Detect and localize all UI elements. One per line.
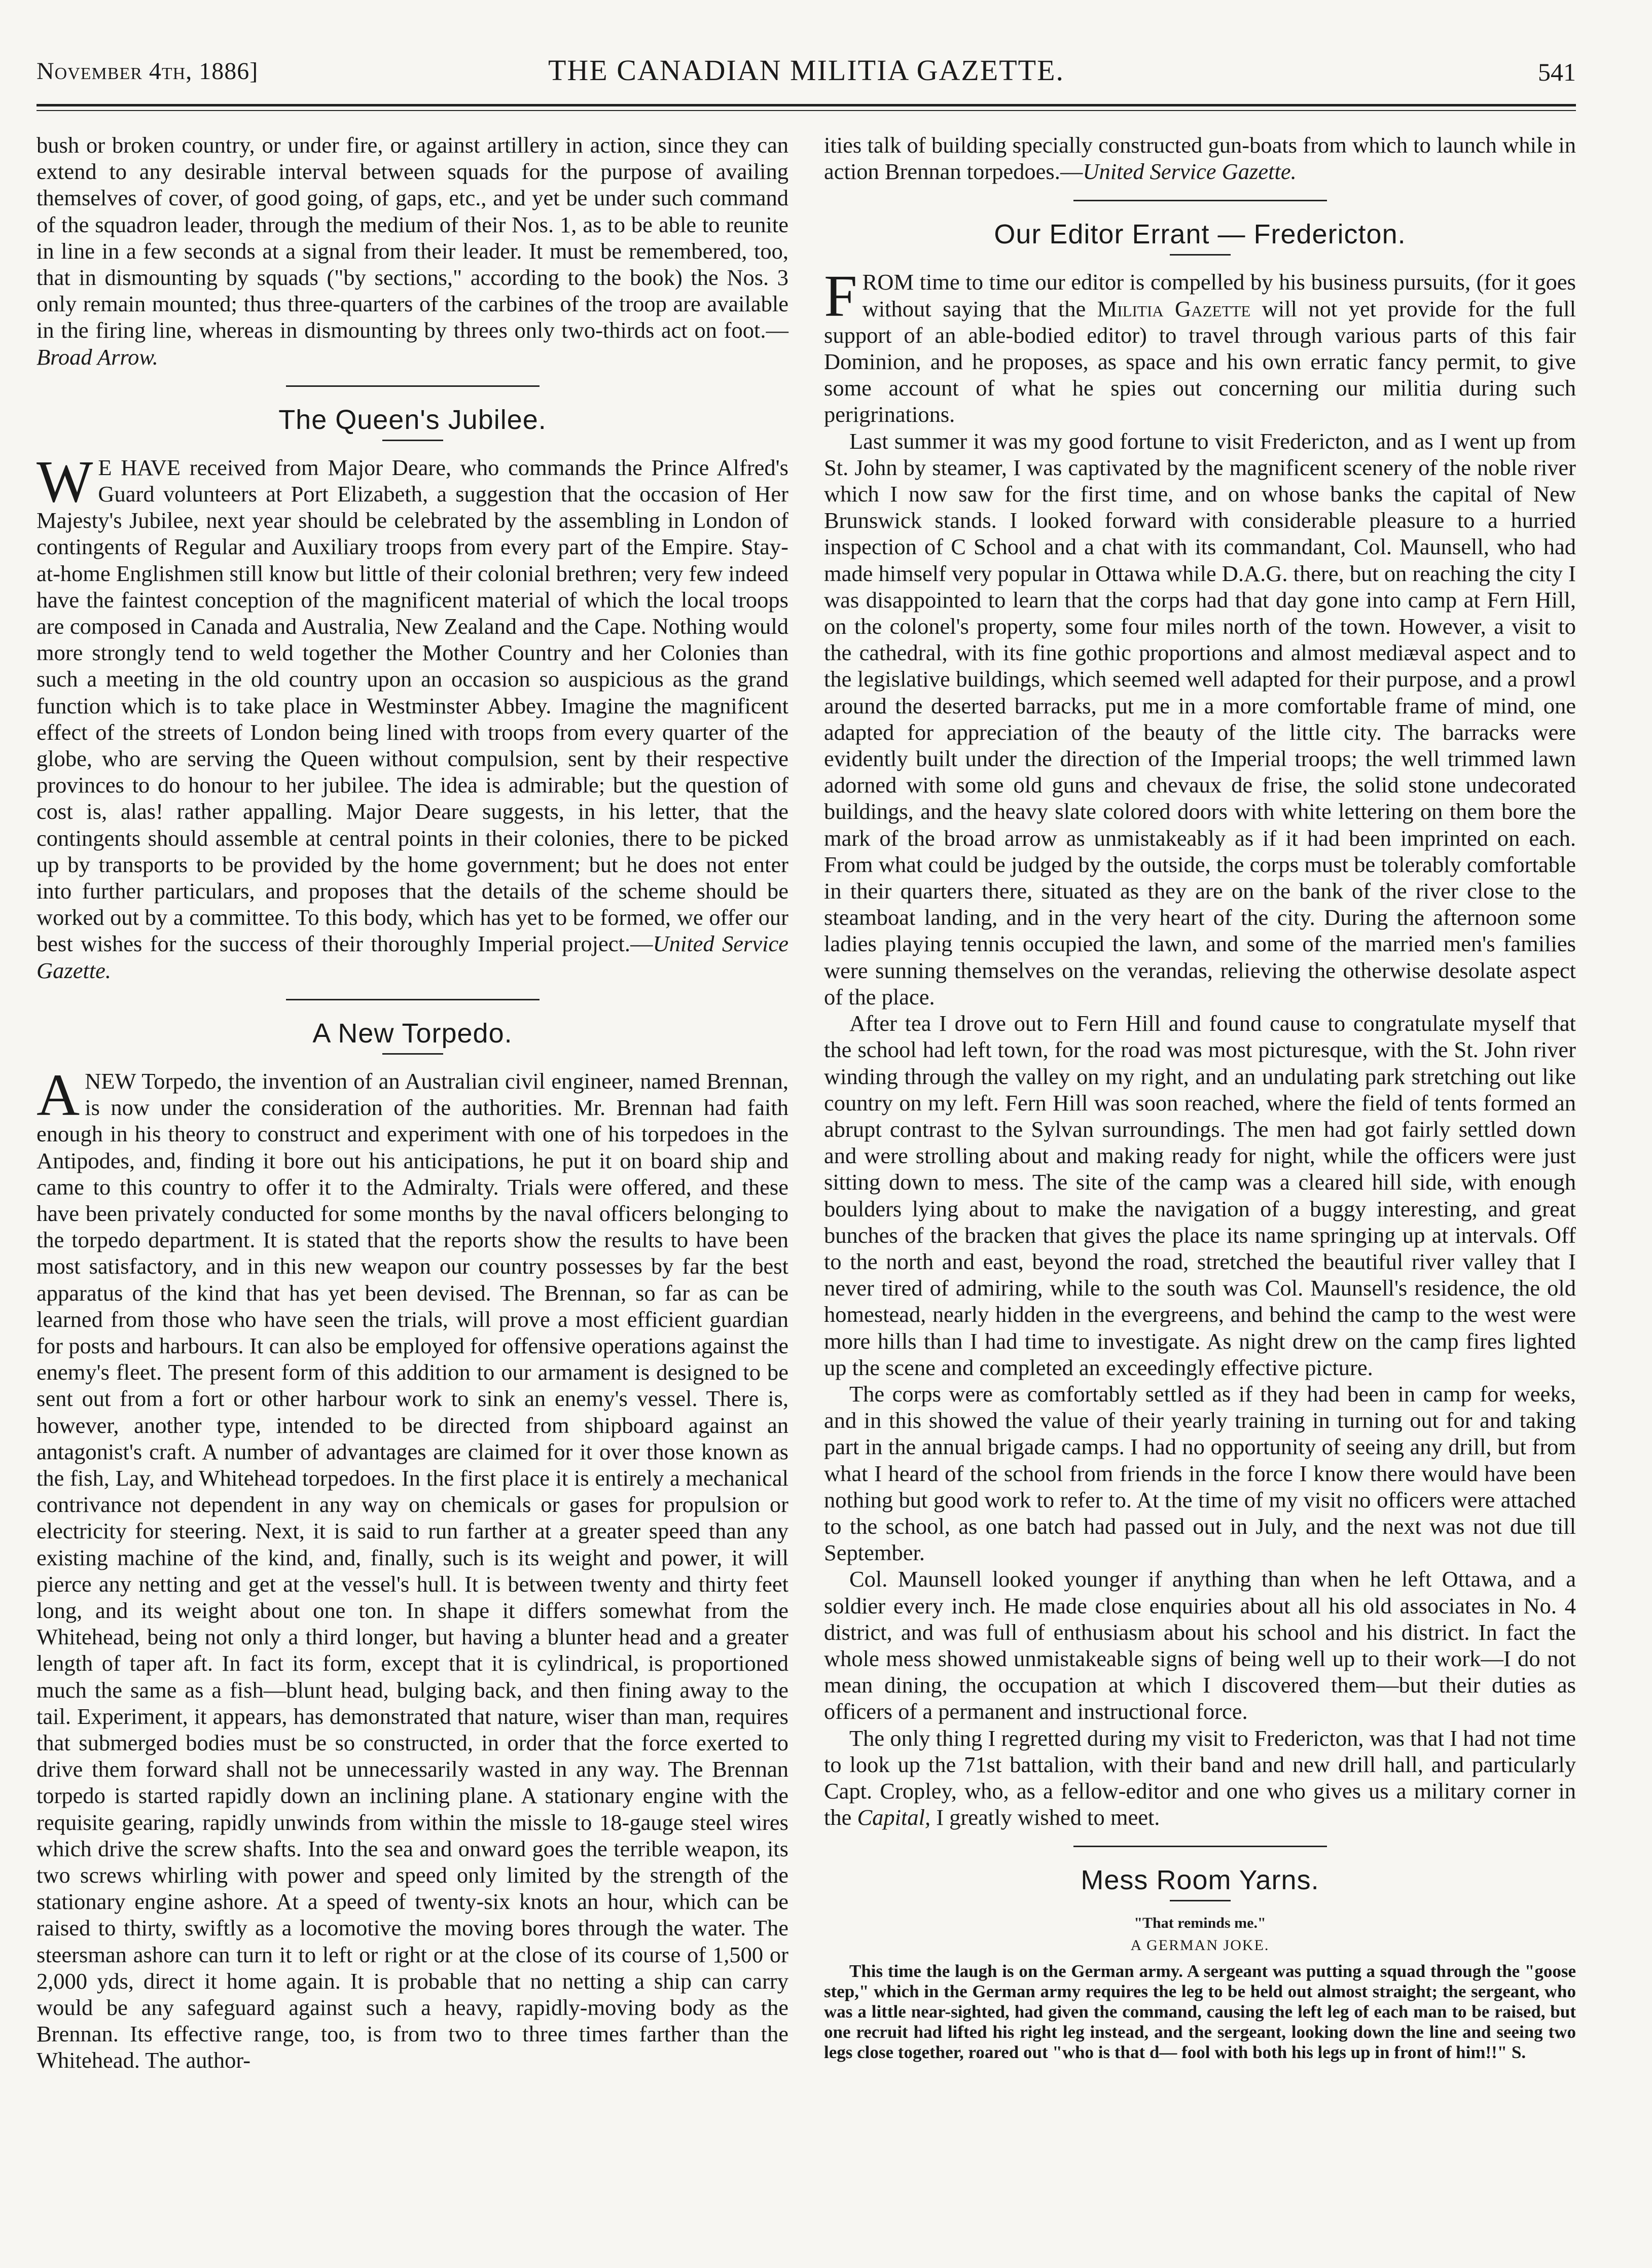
continued-article: bush or broken country, or under fire, or against artillery in action, since they can extend to any desirable interval between squads for the purpose of availing themselves of cover, of good going, of gaps, etc., and yet be under such command of the squadron leader, through the medium of their Nos. 1, as to be able to reunite in line in a few seconds at a signal from their leader. It must be remembered, too, that in dismounting by squads ("by sections," according to the book) the Nos. 3 only remain mounted; thus three-quarters of the carbines of the troop are available in the firing line, whereas in dismounting by threes only two-thirds act on foot.—Broad Arrow. [37,132,788,370]
section-divider [1073,1846,1327,1847]
title-rule [382,440,443,441]
continued-article: ities talk of building specially constructed gun-boats from which to launch while in action Brennan torpedoes.—United Service Gazette. [824,132,1576,185]
yarn-subtitle: A GERMAN JOKE. [1130,1937,1270,1954]
title-rule [1170,254,1231,256]
article-paragraph: Col. Maunsell looked younger if anything than when he left Ottawa, and a soldier every inch. He made close enquiries about all his old associates in No. 4 district, and was full of enthusiasm about his school and his district. In fact the whole mess showed unmistakeable signs of being well up to their work—I do not mean dining, the occupation at which I discovered them—but their duties as officers of a permanent and instructional force. [824,1566,1576,1724]
masthead [37,48,1576,106]
article-title-torpedo: A New Torpedo. [312,1018,513,1049]
article-paragraph: FROM time to time our editor is compelled by his business pursuits, (for it goes without saying that the Militia Gazette will not yet provide for the full support of an able-bodied editor) to travel through various parts of this fair Dominion, and he proposes, as space and his own erratic fancy permit, to give some account of what he spies out concerning our militia during such perigrinations. [824,263,1576,427]
article-paragraph: The only thing I regretted during my visit to Fredericton, was that I had not time to look up the 71st battalion, with their band and new drill hall, and particularly Capt. Cropley, who, as a fellow-editor and one who gives us a military corner in the Capital, I greatly wished to meet. [824,1725,1576,1830]
yarn-body: This time the laugh is on the German army. A sergeant was putting a squad through the "goose step," which in the German army requires the leg to be held out almost straight; the sergeant, who was a little near-sighted, had given the command, causing the left leg of each man to be raised, but one recruit had lifted his right leg instead, and the sergeant, looking down the line and seeing two legs close together, roared out "who is that d— fool with both his legs up in front of him!!" S. [824,1961,1576,2063]
section-divider [286,385,540,387]
yarn-quote: "That reminds me." [1134,1915,1266,1932]
article-body-jubilee: W E HAVE received from Major Deare, who commands the Prince Alfred's Guard volunteers at Port Elizabeth, a suggestion that the occasion of Her Majesty's Jubilee, next year should be celebrated by the assembling in London of contingents of Regular and Auxiliary troops from every part of the Empire. Stay-at-home Englishmen still know but little of their colonial brethren; very few indeed have the faintest conception of the magnificent material of which the local troops are composed in Canada and Australia, New Zealand and the Cape. Nothing would more strongly tend to weld together the Mother Country and her Colonies than such a meeting in the old country upon an occasion so auspicious as the grand function which is to take place in Westminster Abbey. Imagine the magnificent effect of the streets of London being lined with troops from every quarter of the globe, who are serving the Queen without compulsion, sent by their respective provinces to do honour to her jubilee. The idea is admirable; but the question of cost is, alas! rather appalling. Major Deare suggests, in his letter, that the contingents should assemble at central points in their colonies, there to be picked up by transports to be provided by the home government; but he does not enter into further particulars, and proposes that the details of the scheme should be worked out by a committee. To this body, which has yet to be formed, we offer our best wishes for the success of their thoroughly Imperial project.—United Service Gazette. [37,448,788,983]
article-title-editor: Our Editor Errant — Fredericton. [994,219,1406,250]
article-title-mess-room: Mess Room Yarns. [1081,1865,1319,1896]
article-paragraph: Last summer it was my good fortune to visit Fredericton, and as I went up from St. John by steamer, I was captivated by the magnificent scenery of the noble river which I now saw for the first time, and on whose banks the capital of New Brunswick stands. I looked forward with considerable pleasure to a hurried inspection of C School and a chat with its commandant, Col. Maunsell, who had made himself very popular in Ottawa while D.A.G. there, but on reaching the city I was disappointed to learn that the corps had that day gone into camp at Fern Hill, on the colonel's property, some four miles north of the town. However, a visit to the cathedral, with its fine gothic proportions and almost mediæval aspect and to the legislative buildings, which seemed well adapted for their purpose, and a prowl around the deserted barracks, put me in a more comfortable frame of mind, one adapted for appreciation of the beauty of the little city. The barracks were evidently built under the direction of the Imperial troops; the well trimmed lawn adorned with some old guns and chevaux de frise, the solid stone undecorated buildings, and the heavy slate colored doors with white lettering on them bore the mark of the broad arrow as unmistakeably as if it had been imprinted on each. From what could be judged by the outside, the corps must be tolerably comfortable in their quarters there, situated as they are on the bank of the river close to the steamboat landing, and in the very heart of the city. During the afternoon some ladies playing tennis occupied the lawn, and some of the married men's families were sunning themselves on the verandas, relieving the otherwise desolate aspect of the place. [824,428,1576,1010]
right-column [824,132,1576,2074]
drop-cap: A [37,1061,80,1128]
article-paragraph: After tea I drove out to Fern Hill and found cause to congratulate myself that the school had left town, for the road was most picturesque, with the St. John river winding through the valley on my right, and an undulating park stretching out like country on my left. Fern Hill was soon reached, where the field of tents formed an abrupt contrast to the Sylvan surroundings. The men had got fairly settled down and were strolling about and making ready for night, while the officers were just sitting down to mess. The site of the camp was a cleared hill side, with enough boulders lying about to make the navigation of a buggy interesting, and great bunches of the bracken that gives the place its name springing up at intervals. Off to the north and east, beyond the road, stretched the beautiful river valley that I never tired of admiring, while to the south was Col. Maunsell's residence, the old homestead, nearly hidden in the evergreens, and behind the camp to the west were more hills than I had time to investigate. As night drew on the camp fires lighted up the scene and completed an exceedingly effective picture. [824,1011,1576,1380]
section-divider [286,999,540,1000]
left-column [37,132,788,2074]
article-body-torpedo: ANEW Torpedo, the invention of an Australian civil engineer, named Brennan, is now under the consideration of the authorities. Mr. Brennan had faith enough in his theory to construct and experiment with one of his torpedoes in the Antipodes, and, finding it bore out his anticipations, he put it on board ship and came to this country to offer it to the Admiralty. Trials were offered, and these have been privately conducted for some months by the naval officers belonging to the torpedo department. It is stated that the reports show the results to have been most satisfactory, and in this new weapon our country possesses by far the best apparatus of the kind that has yet been devised. The Brennan, so far as can be learned from those who have seen the trials, will prove a most efficient guardian for posts and harbours. It can also be employed for offensive operations against the enemy's fleet. The present form of this addition to our armament is designed to be sent out from a fort or other harbour work to sink an enemy's vessel. There is, however, another type, intended to be directed from shipboard against an antagonist's craft. A number of advantages are claimed for it over those known as the fish, Lay, and Whitehead torpedoes. In the first place it is entirely a mechanical contrivance not dependent in any way on chemicals or gases for propulsion or electricity for steering. Next, it is said to run farther at a greater speed than any existing machine of the kind, and, finally, such is its weight and power, it will pierce any netting and get at the vessel's hull. It is between twenty and thirty feet long, and its weight about one ton. In shape it differs somewhat from the Whitehead, being not only a third longer, but having a blunter head and a greater length of taper aft. In fact its form, except that it is cylindrical, is proportioned much the same as a fish—blunt head, bulging back, and then fining away to the tail. Experiment, it appears, has demonstrated that nature, wiser than man, requires that submerged bodies must be so constructed, in order that the force exerted to drive them forward shall not be unnecessarily wasted in any way. The Brennan torpedo is started rapidly down an inclining plane. A stationary engine with the requisite gearing, rapidly unwinds from within the missle to 18-gauge steel wires which drive the screw shafts. Into the sea and onward goes the terrible weapon, its two screws whirling with power and speed only limited by the strength of the stationary engine ashore. At a speed of twenty-six knots an hour, which can be raised to thirty, swiftly as a locomotive the moving bores through the water. The steersman ashore can turn it to left or right or at the close of its course of 1,500 or 2,000 yds, direct it home again. It is probable that no netting a ship can carry would be any safeguard against such a heavy, rapidly-moving body as the Brennan. Its effective range, too, is from two to three times farther than the Whitehead. The author- [37,1061,788,2073]
source-credit: United Service Gazette. [1083,159,1297,185]
drop-cap: F [824,263,857,330]
page-number: 541 [1538,58,1576,86]
drop-cap: W [37,448,93,515]
publication-title: THE CANADIAN MILITIA GAZETTE. [548,54,1065,87]
section-divider [1073,200,1327,201]
columns [37,132,1576,2074]
article-title-jubilee: The Queen's Jubilee. [278,404,547,435]
source-credit: Broad Arrow. [37,344,158,370]
title-rule [382,1053,443,1055]
issue-date: November 4th, 1886] [37,58,259,85]
title-rule [1170,1900,1231,1901]
article-paragraph: The corps were as comfortably settled as if they had been in camp for weeks, and in this showed the value of their yearly training in turning out for and taking part in the annual brigade camps. I had no opportunity of seeing any drill, but from what I heard of the school from friends in the force I know there would have been nothing but good work to refer to. At the time of my visit no officers were attached to the school, as one batch had passed out in July, and the next was not due till September. [824,1381,1576,1566]
source-credit: United Service Gazette. [37,931,788,983]
